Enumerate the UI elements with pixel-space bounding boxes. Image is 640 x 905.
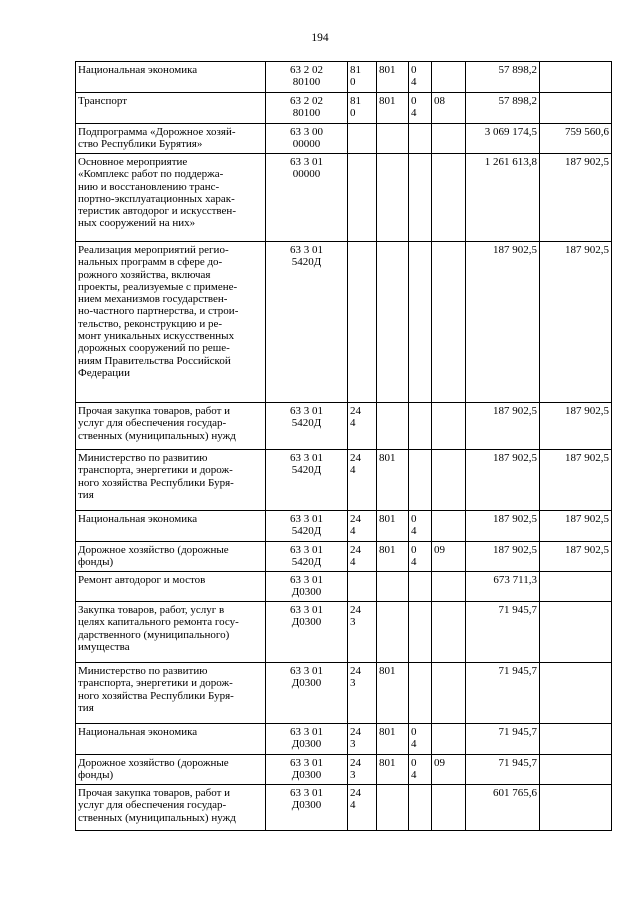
row-subsection: [432, 511, 466, 542]
row-administrator-code: [377, 62, 409, 93]
row-amount-2: [540, 403, 612, 450]
row-amount-2: [540, 154, 612, 242]
row-name: [76, 542, 266, 572]
row-administrator-code-text: 801: [379, 665, 396, 677]
row-section: [409, 450, 432, 511]
row-subsection-text: 08: [434, 95, 445, 107]
row-target-code: [266, 154, 348, 242]
row-section: [409, 93, 432, 124]
row-subsection: [432, 93, 466, 124]
row-name: [76, 450, 266, 511]
row-amount-2: [540, 755, 612, 785]
row-amount-2: [540, 450, 612, 511]
row-administrator-code: [377, 663, 409, 724]
row-administrator-code-text: 801: [379, 726, 396, 738]
row-target-code-text: 63 3 01 Д0300: [290, 726, 323, 751]
row-subsection-text: 09: [434, 757, 445, 769]
row-administrator-code: [377, 242, 409, 403]
row-section-text: 0 4: [411, 513, 417, 538]
row-amount-1-text: 3 069 174,5: [484, 126, 537, 138]
row-target-code-text: 63 3 01 Д0300: [290, 787, 323, 812]
row-section: [409, 154, 432, 242]
row-subsection: [432, 755, 466, 785]
row-expense-type-text: 24 4: [350, 452, 361, 477]
row-expense-type: [348, 62, 377, 93]
row-amount-1: [466, 602, 540, 663]
row-expense-type: [348, 511, 377, 542]
row-amount-1-text: 673 711,3: [493, 574, 537, 586]
row-target-code: [266, 724, 348, 755]
row-name-text: Министерство по развитию транспорта, энергетики и дорож- ного хозяйства Республики Буря- тия: [78, 452, 234, 501]
row-section-text: 0 4: [411, 757, 417, 782]
row-amount-2: [540, 62, 612, 93]
row-target-code-text: 63 3 01 5420Д: [290, 405, 323, 430]
row-name-text: Национальная экономика: [78, 513, 198, 525]
row-target-code: [266, 511, 348, 542]
row-target-code-text: 63 3 01 5420Д: [290, 244, 323, 269]
row-administrator-code-text: 801: [379, 452, 396, 464]
row-target-code-text: 63 3 00 00000: [290, 126, 323, 151]
row-target-code: [266, 124, 348, 154]
row-subsection: [432, 450, 466, 511]
row-subsection: [432, 572, 466, 602]
row-target-code-text: 63 3 01 Д0300: [290, 757, 323, 782]
row-target-code-text: 63 3 01 5420Д: [290, 544, 323, 569]
row-target-code-text: 63 2 02 80100: [290, 64, 323, 89]
row-section: [409, 785, 432, 831]
row-amount-1: [466, 154, 540, 242]
row-name-text: Транспорт: [78, 95, 128, 107]
row-target-code: [266, 403, 348, 450]
row-expense-type: [348, 154, 377, 242]
row-administrator-code-text: 801: [379, 513, 396, 525]
row-administrator-code: [377, 785, 409, 831]
row-administrator-code: [377, 572, 409, 602]
row-amount-1: [466, 785, 540, 831]
row-amount-1: [466, 242, 540, 403]
row-expense-type: [348, 450, 377, 511]
row-expense-type: [348, 755, 377, 785]
row-section-text: 0 4: [411, 544, 417, 569]
row-amount-2-text: 187 902,5: [565, 452, 609, 464]
row-administrator-code: [377, 403, 409, 450]
table-row: [76, 403, 612, 450]
row-name: [76, 62, 266, 93]
row-amount-1: [466, 124, 540, 154]
row-amount-2: [540, 242, 612, 403]
row-section: [409, 511, 432, 542]
row-administrator-code-text: 801: [379, 544, 396, 556]
row-amount-1-text: 187 902,5: [493, 544, 537, 556]
row-administrator-code-text: 801: [379, 64, 396, 76]
table-row: [76, 450, 612, 511]
row-amount-2: [540, 93, 612, 124]
row-amount-1-text: 71 945,7: [498, 665, 537, 677]
row-target-code-text: 63 2 02 80100: [290, 95, 323, 120]
row-expense-type: [348, 124, 377, 154]
row-name-text: Основное мероприятие «Комплекс работ по поддержа- нию и восстановлению транс- портно-эксплуатационных харак- теристик автодорог и искусствен- ных сооружений на них»: [78, 156, 236, 230]
table-body: [76, 62, 612, 831]
row-target-code: [266, 572, 348, 602]
row-amount-1: [466, 450, 540, 511]
row-subsection: [432, 785, 466, 831]
row-target-code: [266, 542, 348, 572]
row-amount-1: [466, 403, 540, 450]
row-name: [76, 511, 266, 542]
row-subsection: [432, 663, 466, 724]
row-section: [409, 124, 432, 154]
row-target-code: [266, 450, 348, 511]
row-name: [76, 602, 266, 663]
row-expense-type-text: 24 3: [350, 757, 361, 782]
row-administrator-code: [377, 124, 409, 154]
row-expense-type: [348, 663, 377, 724]
row-amount-1-text: 1 261 613,8: [484, 156, 537, 168]
row-section: [409, 755, 432, 785]
row-section-text: 0 4: [411, 726, 417, 751]
row-amount-2: [540, 511, 612, 542]
table-row: [76, 62, 612, 93]
row-amount-1-text: 187 902,5: [493, 513, 537, 525]
row-amount-1-text: 71 945,7: [498, 604, 537, 616]
row-name: [76, 663, 266, 724]
row-amount-1-text: 57 898,2: [498, 64, 537, 76]
row-amount-2: [540, 785, 612, 831]
row-administrator-code: [377, 542, 409, 572]
row-name: [76, 154, 266, 242]
row-amount-1: [466, 542, 540, 572]
row-amount-2-text: 759 560,6: [565, 126, 609, 138]
row-section: [409, 403, 432, 450]
row-subsection: [432, 602, 466, 663]
row-expense-type: [348, 242, 377, 403]
table-row: [76, 511, 612, 542]
row-target-code: [266, 663, 348, 724]
row-amount-1: [466, 755, 540, 785]
row-amount-2: [540, 602, 612, 663]
row-target-code: [266, 602, 348, 663]
row-expense-type: [348, 785, 377, 831]
row-amount-1: [466, 724, 540, 755]
table-row: [76, 602, 612, 663]
row-name: [76, 572, 266, 602]
row-amount-1-text: 187 902,5: [493, 405, 537, 417]
row-administrator-code: [377, 450, 409, 511]
table-row: [76, 542, 612, 572]
row-name: [76, 93, 266, 124]
row-amount-2-text: 187 902,5: [565, 544, 609, 556]
row-name-text: Прочая закупка товаров, работ и услуг для обеспечения государ- ственных (муниципальных) нужд: [78, 405, 236, 442]
row-amount-2-text: 187 902,5: [565, 513, 609, 525]
row-name-text: Дорожное хозяйство (дорожные фонды): [78, 544, 229, 569]
row-target-code-text: 63 3 01 Д0300: [290, 665, 323, 690]
row-amount-2: [540, 124, 612, 154]
row-name-text: Министерство по развитию транспорта, энергетики и дорож- ного хозяйства Республики Буря- тия: [78, 665, 234, 714]
row-amount-1: [466, 663, 540, 724]
row-amount-1-text: 71 945,7: [498, 726, 537, 738]
row-section: [409, 724, 432, 755]
row-section: [409, 572, 432, 602]
row-subsection-text: 09: [434, 544, 445, 556]
row-section: [409, 62, 432, 93]
row-expense-type: [348, 572, 377, 602]
row-subsection: [432, 62, 466, 93]
row-section-text: 0 4: [411, 95, 417, 120]
row-expense-type: [348, 542, 377, 572]
row-name-text: Закупка товаров, работ, услуг в целях капитального ремонта госу- дарственного (муниципального) имущества: [78, 604, 239, 653]
row-expense-type-text: 81 0: [350, 64, 361, 89]
row-amount-2: [540, 542, 612, 572]
row-target-code: [266, 755, 348, 785]
table-row: [76, 755, 612, 785]
row-subsection: [432, 403, 466, 450]
row-subsection: [432, 542, 466, 572]
table-row: [76, 724, 612, 755]
row-target-code-text: 63 3 01 00000: [290, 156, 323, 181]
row-target-code: [266, 93, 348, 124]
row-administrator-code-text: 801: [379, 757, 396, 769]
row-expense-type: [348, 724, 377, 755]
row-section: [409, 242, 432, 403]
row-amount-1: [466, 572, 540, 602]
row-target-code-text: 63 3 01 5420Д: [290, 513, 323, 538]
row-expense-type: [348, 93, 377, 124]
row-amount-1-text: 601 765,6: [493, 787, 537, 799]
row-amount-1-text: 71 945,7: [498, 757, 537, 769]
row-subsection: [432, 124, 466, 154]
row-section: [409, 602, 432, 663]
row-target-code: [266, 785, 348, 831]
row-section-text: 0 4: [411, 64, 417, 89]
row-amount-1-text: 187 902,5: [493, 452, 537, 464]
table-row: [76, 242, 612, 403]
row-expense-type: [348, 403, 377, 450]
row-section: [409, 542, 432, 572]
row-subsection: [432, 242, 466, 403]
row-expense-type-text: 24 3: [350, 665, 361, 690]
row-amount-1: [466, 93, 540, 124]
row-administrator-code: [377, 724, 409, 755]
row-expense-type-text: 24 4: [350, 513, 361, 538]
row-administrator-code: [377, 511, 409, 542]
table-row: [76, 124, 612, 154]
row-name-text: Национальная экономика: [78, 64, 198, 76]
row-amount-2-text: 187 902,5: [565, 156, 609, 168]
row-name-text: Национальная экономика: [78, 726, 198, 738]
row-expense-type-text: 81 0: [350, 95, 361, 120]
row-amount-2: [540, 572, 612, 602]
row-name: [76, 724, 266, 755]
row-name-text: Ремонт автодорог и мостов: [78, 574, 206, 586]
row-amount-1-text: 187 902,5: [493, 244, 537, 256]
row-amount-1: [466, 511, 540, 542]
table-row: [76, 93, 612, 124]
row-name-text: Реализация мероприятий регио- нальных программ в сфере до- рожного хозяйства, включая проекты, реализуемые с примене- нием механизмов государствен- но-частного партнерства, и строи- тельство, реконструкцию и ре- монт уникальных искусственных дорожных сооружений по реше- ниям Правительства Российской Федерации: [78, 244, 239, 379]
row-amount-1: [466, 62, 540, 93]
row-amount-1-text: 57 898,2: [498, 95, 537, 107]
row-name-text: Дорожное хозяйство (дорожные фонды): [78, 757, 229, 782]
row-amount-2: [540, 724, 612, 755]
row-expense-type: [348, 602, 377, 663]
table-row: [76, 154, 612, 242]
row-amount-2-text: 187 902,5: [565, 244, 609, 256]
row-name: [76, 785, 266, 831]
row-target-code-text: 63 3 01 Д0300: [290, 574, 323, 599]
row-expense-type-text: 24 4: [350, 787, 361, 812]
row-name-text: Подпрограмма «Дорожное хозяй- ство Республики Бурятия»: [78, 126, 236, 151]
row-administrator-code: [377, 93, 409, 124]
row-name: [76, 755, 266, 785]
row-target-code-text: 63 3 01 Д0300: [290, 604, 323, 629]
row-administrator-code: [377, 755, 409, 785]
row-name: [76, 124, 266, 154]
table-row: [76, 785, 612, 831]
row-administrator-code: [377, 602, 409, 663]
row-name: [76, 242, 266, 403]
table-row: [76, 572, 612, 602]
row-target-code: [266, 242, 348, 403]
row-administrator-code: [377, 154, 409, 242]
row-amount-2: [540, 663, 612, 724]
row-amount-2-text: 187 902,5: [565, 405, 609, 417]
row-expense-type-text: 24 3: [350, 604, 361, 629]
row-expense-type-text: 24 4: [350, 544, 361, 569]
row-expense-type-text: 24 3: [350, 726, 361, 751]
row-subsection: [432, 724, 466, 755]
budget-table: [75, 61, 612, 831]
page-number: 194: [311, 32, 329, 44]
row-subsection: [432, 154, 466, 242]
row-name-text: Прочая закупка товаров, работ и услуг для обеспечения государ- ственных (муниципальных) нужд: [78, 787, 236, 824]
row-section: [409, 663, 432, 724]
row-administrator-code-text: 801: [379, 95, 396, 107]
row-target-code: [266, 62, 348, 93]
row-target-code-text: 63 3 01 5420Д: [290, 452, 323, 477]
table-row: [76, 663, 612, 724]
row-expense-type-text: 24 4: [350, 405, 361, 430]
row-name: [76, 403, 266, 450]
